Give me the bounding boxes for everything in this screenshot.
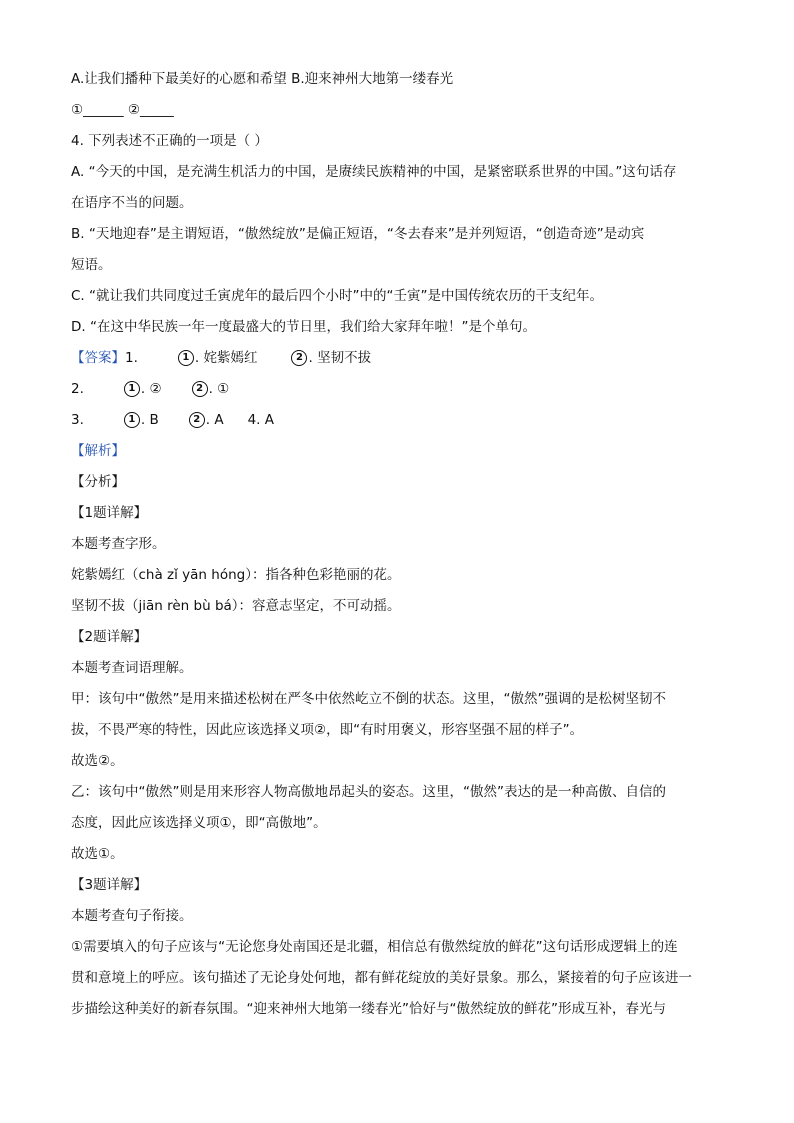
answer-tag: 【答案】	[71, 350, 125, 366]
document-content	[71, 64, 721, 1025]
option-b: B. “天地迎春”是主谓短语，“傲然绽放”是偏正短语，“冬去春来”是并列短语，“创造奇迹”是动宾	[71, 226, 645, 242]
answer-q4: 4. A	[247, 412, 274, 428]
paragraph-line: 甲：该句中“傲然”是用来描述松树在严冬中依然屹立不倒的状态。这里，“傲然”强调的是松树坚韧不	[71, 691, 666, 707]
blank-line: ①______ ②_____	[71, 102, 174, 118]
answer-line-2	[71, 374, 721, 405]
option-line: A.让我们播种下最美好的心愿和希望 B.迎来神州大地第一缕春光	[71, 71, 454, 87]
paragraph-line: 拔，不畏严寒的特性，因此应该选择义项②，即“有时用褒义，形容坚强不屈的样子”。	[71, 722, 584, 738]
section-3-heading: 【3题详解】	[71, 877, 148, 893]
paragraph-line: 乙：该句中“傲然”则是用来形容人物高傲地昂起头的姿态。这里，“傲然”表达的是一种高傲、自信的	[71, 784, 666, 800]
option-a: A. “今天的中国，是充满生机活力的中国，是赓续民族精神的中国，是紧密联系世界的中国。”这句话存	[71, 164, 677, 180]
paragraph-line: 本题考查句子衔接。	[71, 908, 193, 924]
answer-q1-a: . 姹紫嫣红	[194, 350, 258, 366]
answer-q2-num: 2.	[71, 381, 84, 397]
paragraph-line: 姹紫嫣红（chà zǐ yān hóng）：指各种色彩艳丽的花。	[71, 567, 401, 583]
paragraph-line: 步描绘这种美好的新春氛围。“迎来神州大地第一缕春光”恰好与“傲然绽放的鲜花”形成互补，春光与	[71, 1001, 666, 1017]
answer-line-1	[71, 343, 721, 374]
section-2-heading: 【2题详解】	[71, 629, 148, 645]
answer-q1-b: . 坚韧不拔	[308, 350, 372, 366]
paragraph-line: ①需要填入的句子应该与“无论您身处南国还是北疆，相信总有傲然绽放的鲜花”这句话形成逻辑上的连	[71, 939, 678, 955]
circled-1-icon: 1	[124, 412, 140, 428]
paragraph-line: 态度，因此应该选择义项①，即“高傲地”。	[71, 815, 327, 831]
circled-1-icon: 1	[124, 381, 140, 397]
paragraph-line: 贯和意境上的呼应。该句描述了无论身处何地，都有鲜花绽放的美好景象。那么，紧接着的句子应该进一	[71, 970, 692, 986]
section-1-heading: 【1题详解】	[71, 505, 148, 521]
answer-q3-b: . A	[205, 412, 224, 428]
answer-q2-a: . ②	[140, 381, 162, 397]
option-a-cont: 在语序不当的问题。	[71, 195, 193, 211]
answer-line-3	[71, 405, 721, 436]
circled-2-icon: 2	[192, 381, 208, 397]
paragraph-line: 坚韧不拔（jiān rèn bù bá）：容意志坚定，不可动摇。	[71, 598, 401, 614]
circled-2-icon: 2	[189, 412, 205, 428]
circled-1-icon: 1	[178, 350, 194, 366]
analysis-tag: 【解析】	[71, 443, 125, 459]
paragraph-line: 故选①。	[71, 846, 124, 862]
option-b-cont: 短语。	[71, 257, 112, 273]
question-4: 4. 下列表述不正确的一项是（ ）	[71, 133, 268, 149]
option-d: D. “在这中华民族一年一度最盛大的节日里，我们给大家拜年啦！”是个单句。	[71, 319, 536, 335]
answer-q3-a: . B	[140, 412, 159, 428]
answer-q1-num: 1.	[125, 350, 138, 366]
paragraph-line: 本题考查字形。	[71, 536, 166, 552]
option-c: C. “就让我们共同度过壬寅虎年的最后四个小时”中的“壬寅”是中国传统农历的干支纪年。	[71, 288, 603, 304]
circled-2-icon: 2	[291, 350, 307, 366]
analysis-heading: 【分析】	[71, 474, 125, 490]
paragraph-line: 本题考查词语理解。	[71, 660, 193, 676]
paragraph-line: 故选②。	[71, 753, 124, 769]
answer-q2-b: . ①	[208, 381, 230, 397]
answer-q3-num: 3.	[71, 412, 84, 428]
